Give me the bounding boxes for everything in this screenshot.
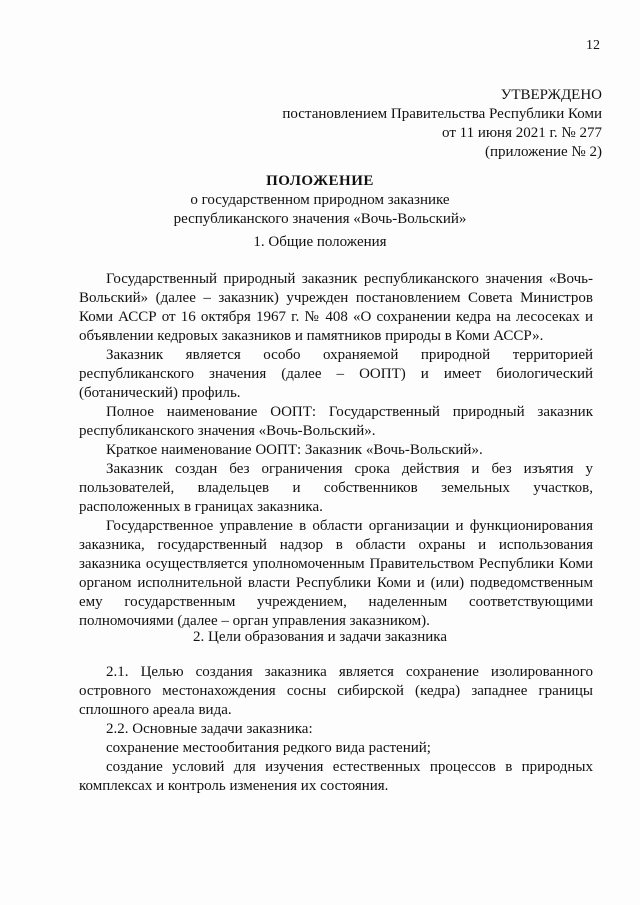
paragraph: Государственный природный заказник республиканского значения «Вочь-Вольский» (далее – заказник) учрежден постановлением Совета Министров Коми АССР от 16 октября 1967 г. № 408 «О сохранении кедра на лесосеках и объявлении кедровых заказников и памятников природы в Коми АССР». <box>79 271 593 344</box>
document-subtitle-line-2: республиканского значения «Вочь-Вольский» <box>173 211 467 227</box>
section-1-heading: 1. Общие положения <box>253 234 387 250</box>
approval-appendix-line: (приложение № 2) <box>484 144 602 160</box>
paragraph: Полное наименование ООПТ: Государственный природный заказник республиканского значения «Вочь-Вольский». <box>79 404 593 439</box>
approval-decree-line: постановлением Правительства Республики Коми <box>282 106 602 122</box>
document-subtitle-line-1: о государственном природном заказнике <box>190 192 450 208</box>
paragraph: Краткое наименование ООПТ: Заказник «Вочь-Вольский». <box>106 442 483 458</box>
section-2-body <box>79 663 593 796</box>
paragraph: сохранение местообитания редкого вида растений; <box>106 740 431 756</box>
paragraph: Заказник создан без ограничения срока действия и без изъятия у пользователей, владельцев и собственников земельных участков, расположенных в границах заказника. <box>79 461 593 515</box>
paragraph: создание условий для изучения естественных процессов в природных комплексах и контроль изменения их состояния. <box>79 759 593 794</box>
paragraph: 2.1. Целью создания заказника является сохранение изолированного островного местонахождения сосны сибирской (кедра) западнее границы сплошного ареала вида. <box>79 664 593 718</box>
page-number: 12 <box>586 38 600 53</box>
paragraph: Государственное управление в области организации и функционирования заказника, государственный надзор в области охраны и использования заказника осуществляется уполномоченным Правительством Республики Коми органом исполнительной власти Республики Коми и (или) подведомственным ему государственным учреждением, наделенным соответствующими полномочиями (далее – орган управления заказником). <box>79 518 593 629</box>
document-title: ПОЛОЖЕНИЕ <box>266 173 374 189</box>
approval-block <box>282 86 602 162</box>
paragraph: Заказник является особо охраняемой природной территорией республиканского значения (далее – ООПТ) и имеет биологический (ботанический) профиль. <box>79 347 593 401</box>
section-2-heading: 2. Цели образования и задачи заказника <box>193 629 447 645</box>
approval-date-line: от 11 июня 2021 г. № 277 <box>442 125 602 141</box>
paragraph: 2.2. Основные задачи заказника: <box>106 721 313 737</box>
approval-stamp-title: УТВЕРЖДЕНО <box>500 87 602 103</box>
section-1-body <box>79 270 593 631</box>
document-header <box>0 172 640 229</box>
